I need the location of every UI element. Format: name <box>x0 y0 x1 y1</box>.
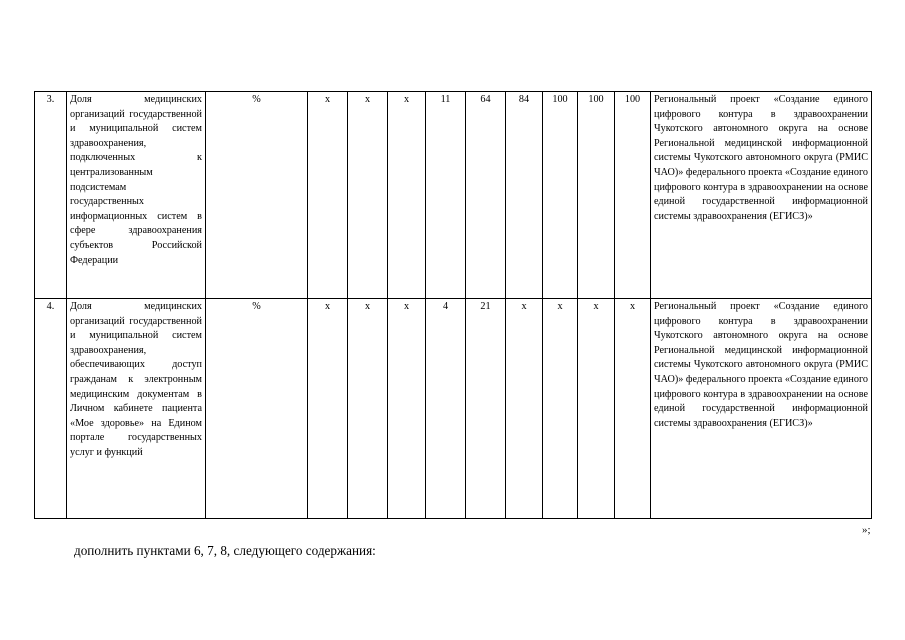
source-cell: Региональный проект «Создание единого цифрового контура в здравоохранении Чукотского автономного округа на основе Региональной медицинской информационной системы Чукотского автономного округа (РМИС ЧАО)» федерального проекта «Создание единого цифрового контура в здравоохранении на основе единой государственной информационной системы здравоохранения (ЕГИСЗ)» <box>651 92 872 299</box>
value-cell: х <box>348 299 388 519</box>
closing-quote-mark: »; <box>862 524 871 536</box>
value-cell: х <box>388 299 426 519</box>
value-cell: х <box>506 299 543 519</box>
value-cell: х <box>348 92 388 299</box>
value-cell: 84 <box>506 92 543 299</box>
unit-cell: % <box>206 299 308 519</box>
value-cell: 4 <box>426 299 466 519</box>
row-number: 3. <box>35 92 67 299</box>
row-number: 4. <box>35 299 67 519</box>
value-cell: х <box>308 299 348 519</box>
amendment-paragraph: дополнить пунктами 6, 7, 8, следующего содержания: <box>74 543 376 558</box>
value-cell: х <box>388 92 426 299</box>
unit-cell: % <box>206 92 308 299</box>
table-row <box>35 299 872 519</box>
indicator-name: Доля медицинских организаций государственной и муниципальной систем здравоохранения, обеспечивающих доступ гражданам к электронным медицинским документам в Личном кабинете пациента «Мое здоровье» на Едином портале государственных услуг и функций <box>67 299 206 519</box>
indicator-name: Доля медицинских организаций государственной и муниципальной систем здравоохранения, подключенных к централизованным подсистемам государственных информационных систем в сфере здравоохранения субъектов Российской Федерации <box>67 92 206 299</box>
value-cell: 100 <box>615 92 651 299</box>
value-cell: 11 <box>426 92 466 299</box>
indicators-table <box>34 91 872 519</box>
value-cell: 100 <box>578 92 615 299</box>
value-cell: х <box>578 299 615 519</box>
table-row <box>35 92 872 299</box>
value-cell: х <box>543 299 578 519</box>
value-cell: 64 <box>466 92 506 299</box>
value-cell: 100 <box>543 92 578 299</box>
value-cell: х <box>615 299 651 519</box>
value-cell: 21 <box>466 299 506 519</box>
value-cell: х <box>308 92 348 299</box>
source-cell: Региональный проект «Создание единого цифрового контура в здравоохранении Чукотского автономного округа на основе Региональной медицинской информационной системы Чукотского автономного округа (РМИС ЧАО)» федерального проекта «Создание единого цифрового контура в здравоохранении на основе единой государственной информационной системы здравоохранения (ЕГИСЗ)» <box>651 299 872 519</box>
